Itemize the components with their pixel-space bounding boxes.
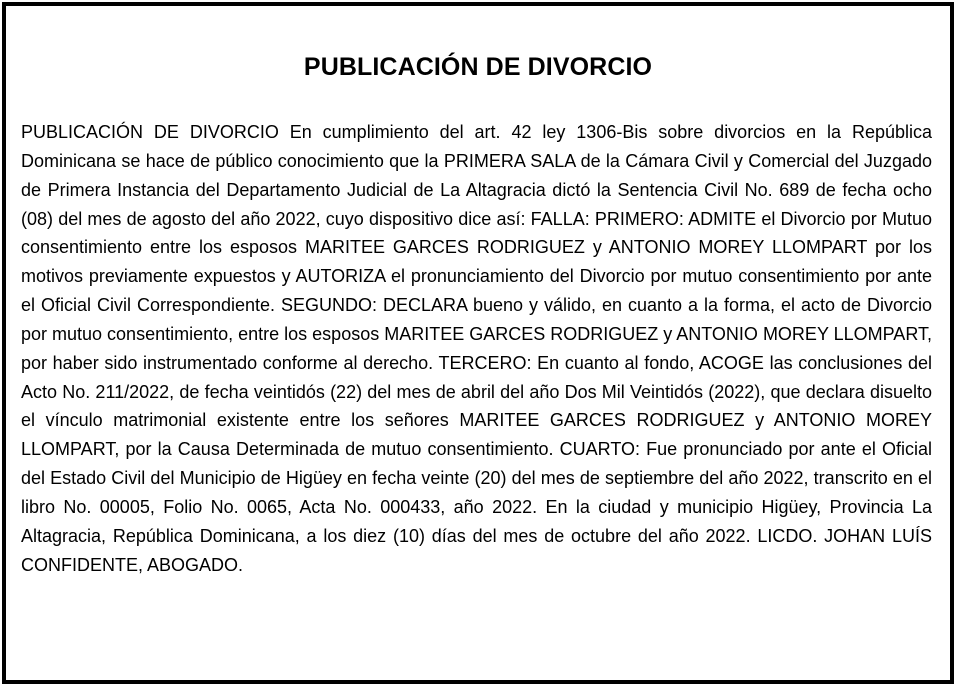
notice-title: PUBLICACIÓN DE DIVORCIO (303, 53, 653, 81)
notice-frame (2, 2, 954, 684)
notice-body-text: PUBLICACIÓN DE DIVORCIO En cumplimiento del art. 42 ley 1306-Bis sobre divorcios en la República Dominicana se hace de público conocimiento que la PRIMERA SALA de la Cámara Civil y Comercial del Juzgado de Primera Instancia del Departamento Judicial de La Altagracia dictó la Sentencia Civil No. 689 de fecha ocho (08) del mes de agosto del año 2022, cuyo dispositivo dice así: FALLA: PRIMERO: ADMITE el Divorcio por Mutuo consentimiento entre los esposos MARITEE GARCES RODRIGUEZ y ANTONIO MOREY LLOMPART por los motivos previamente expuestos y AUTORIZA el pronunciamiento del Divorcio por mutuo consentimiento por ante el Oficial Civil Correspondiente. SEGUNDO: DECLARA bueno y válido, en cuanto a la forma, el acto de Divorcio por mutuo consentimiento, entre los esposos MARITEE GARCES RODRIGUEZ y ANTONIO MOREY LLOMPART, por haber sido instrumentado conforme al derecho. TERCERO: En cuanto al fondo, ACOGE las conclusiones del Acto No. 211/2022, de fecha veintidós (22) del mes de abril del año Dos Mil Veintidós (2022), que declara disuelto el vínculo matrimonial existente entre los señores MARITEE GARCES RODRIGUEZ y ANTONIO MOREY LLOMPART, por la Causa Determinada de mutuo consentimiento. CUARTO: Fue pronunciado por ante el Oficial del Estado Civil del Municipio de Higüey en fecha veinte (20) del mes de septiembre del año 2022, transcrito en el libro No. 00005, Folio No. 0065, Acta No. 000433, año 2022. En la ciudad y municipio Higüey, Provincia La Altagracia, República Dominicana, a los diez (10) días del mes de octubre del año 2022. LICDO. JOHAN LUÍS CONFIDENTE, ABOGADO. (21, 122, 932, 575)
